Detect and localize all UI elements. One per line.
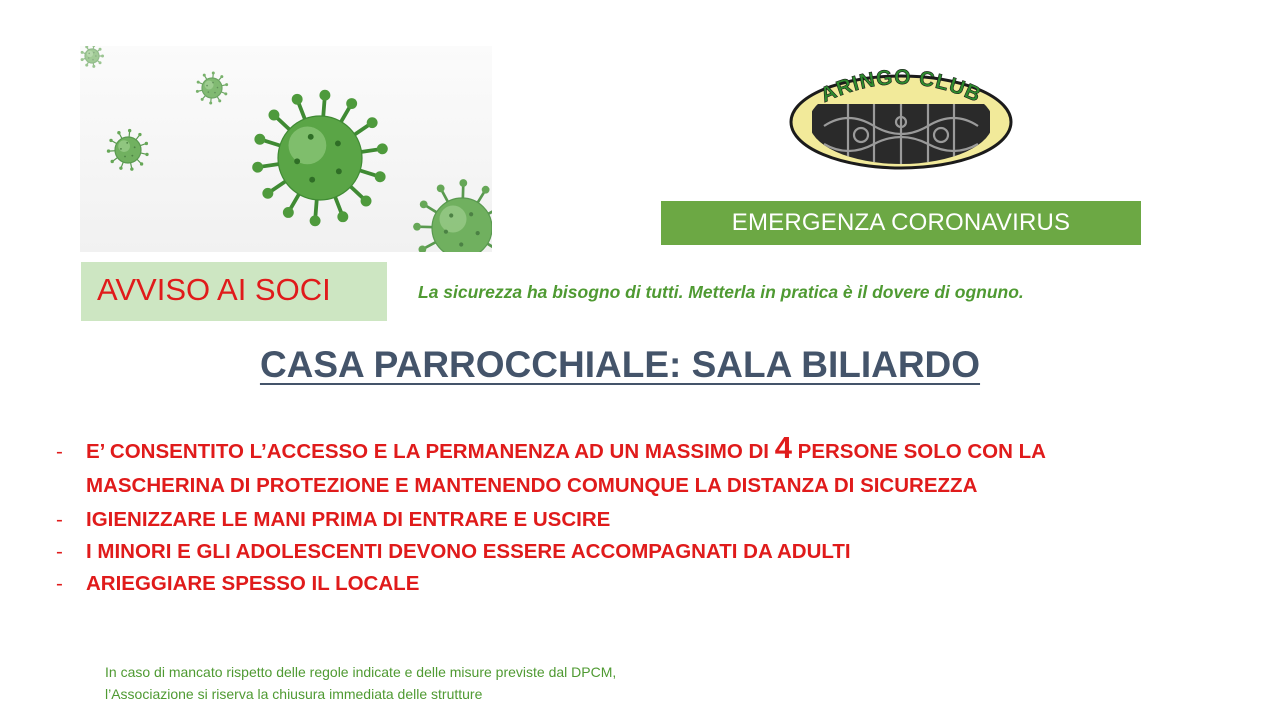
rule-3-text: I MINORI E GLI ADOLESCENTI DEVONO ESSERE ACCOMPAGNATI DA ADULTI [86,540,851,563]
rule-1-text-end: PERSONE SOLO CON LA [791,440,1046,463]
bullet-dash: - [56,508,63,531]
aringo-club-logo-svg [788,66,1014,170]
page-title [0,342,1240,388]
footer-line-1: In caso di mancato rispetto delle regole indicate e delle misure previste dal DPCM, [105,664,617,680]
rule-1-text-start: E’ CONSENTITO L’ACCESSO E LA PERMANENZA AD UN MASSIMO DI [86,440,775,463]
bullet-dash: - [56,540,63,563]
rule-item-max-people [56,430,1236,504]
notice-box [81,262,387,321]
rule-1-text-line2: MASCHERINA DI PROTEZIONE E MANTENENDO COMUNQUE LA DISTANZA DI SICUREZZA [86,474,978,497]
emergency-banner: EMERGENZA CORONAVIRUS [661,201,1141,245]
footer-line-2: l’Associazione si riserva la chiusura immediata delle strutture [105,686,483,702]
max-people-number: 4 [774,430,792,465]
aringo-club-logo [788,66,1014,170]
footer-note [105,661,616,705]
rule-4-text: ARIEGGIARE SPESSO IL LOCALE [86,572,420,595]
bullet-dash: - [56,572,63,595]
rule-item-sanitize-hands [56,504,1236,536]
virus-particle-icon [196,72,228,105]
coronavirus-illustration [80,46,492,252]
bullet-dash: - [56,440,63,463]
rules-list [56,430,1236,600]
rule-item-minors [56,536,1236,568]
rule-item-ventilate [56,568,1236,600]
safety-motto: La sicurezza ha bisogno di tutti. Metterla in pratica è il dovere di ognuno. [418,282,1024,302]
notice-title: AVVISO AI SOCI [97,272,331,307]
virus-particle-icon [252,90,388,227]
virus-particle-icon [107,129,149,171]
page-title-text: CASA PARROCCHIALE: SALA BILIARDO [259,344,981,385]
coronavirus-illustration-svg [80,46,492,252]
virus-particle-icon [413,179,492,252]
virus-particle-icon [81,46,104,68]
rule-2-text: IGIENIZZARE LE MANI PRIMA DI ENTRARE E USCIRE [86,508,611,531]
logo-text: ARINGO CLUB [817,66,985,108]
